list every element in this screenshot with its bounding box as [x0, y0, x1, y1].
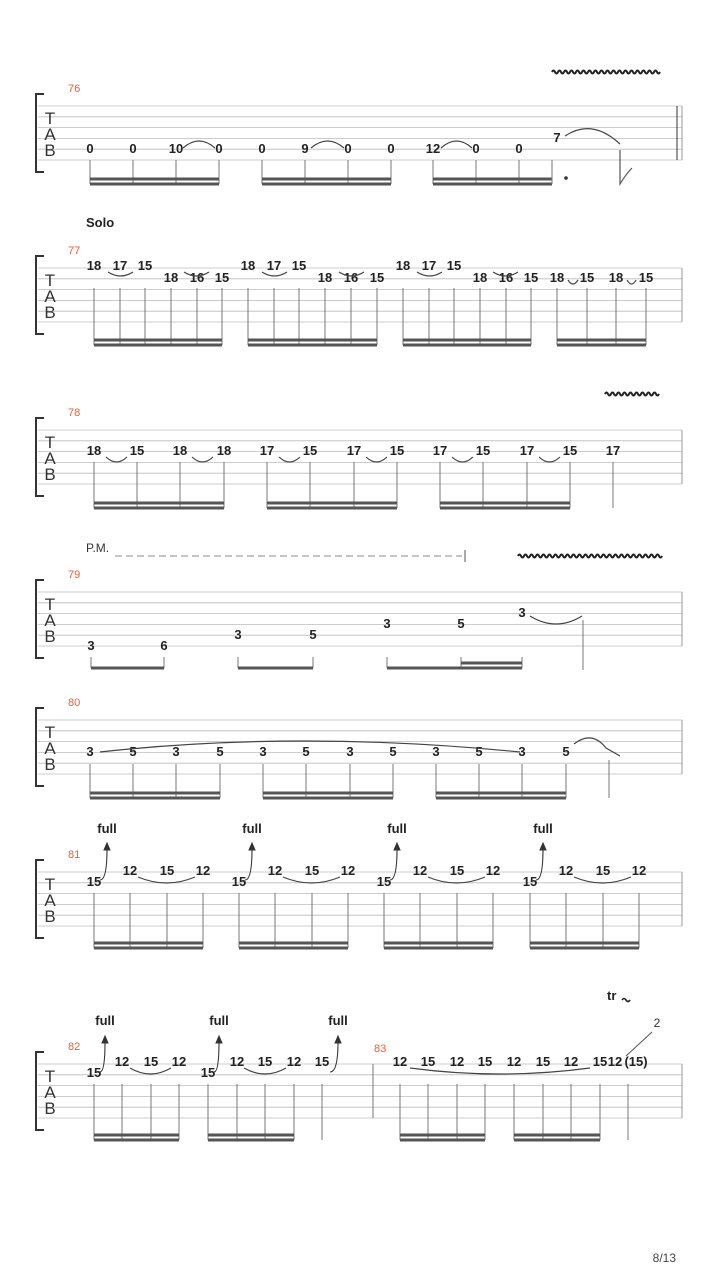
m83-note: 12: [449, 1054, 465, 1069]
measure-number: 76: [68, 83, 81, 95]
m77-note: 16: [189, 270, 205, 285]
m81-note: 12: [485, 863, 501, 878]
slur: [311, 141, 344, 148]
m78-note: 17: [432, 443, 448, 458]
m76-note: 7: [553, 130, 561, 145]
vibrato-wavy-line: [518, 555, 662, 558]
slur: [452, 457, 473, 462]
m77-note: 18: [163, 270, 179, 285]
tab-clef-t: T: [44, 595, 56, 614]
m78-note: 17: [605, 443, 621, 458]
tab-clef-t: T: [44, 271, 56, 290]
measure-number: 82: [68, 1041, 81, 1053]
page-indicator: 8/13: [652, 1251, 676, 1265]
m79-note: 6: [160, 638, 168, 653]
tab-clef-t: T: [44, 723, 56, 742]
slur: [568, 280, 578, 284]
m81-note: 15: [304, 863, 320, 878]
m76-note: 0: [86, 141, 94, 156]
vibrato-wavy-line: [552, 71, 660, 74]
m78-note: 18: [86, 443, 102, 458]
legato-slur: [100, 741, 520, 752]
m83-note: 12: [392, 1054, 408, 1069]
m81-note: 15: [159, 863, 175, 878]
m78-note: 17: [346, 443, 362, 458]
m80-note: 5: [216, 744, 224, 759]
m76-note: 0: [215, 141, 223, 156]
m77-note: 15: [291, 258, 307, 273]
m76-note: 12: [425, 141, 441, 156]
m82-note: 12: [114, 1054, 130, 1069]
tab-clef-b: B: [44, 303, 56, 322]
m82-note: 15: [200, 1065, 216, 1080]
m78-note: 15: [562, 443, 578, 458]
m78-note: 18: [216, 443, 232, 458]
m77-note: 15: [523, 270, 539, 285]
m81-note: 12: [558, 863, 574, 878]
m83-note: 12: [506, 1054, 522, 1069]
measure-number: 77: [68, 245, 81, 257]
tab-clef-b: B: [44, 465, 56, 484]
m81-note: 15: [231, 874, 247, 889]
bend-label-full: full: [242, 821, 262, 836]
m77-note: 16: [498, 270, 514, 285]
vibrato-wavy-line: [605, 393, 659, 396]
m77-note: 18: [472, 270, 488, 285]
m80-note: 5: [302, 744, 310, 759]
tab-clef-b: B: [44, 141, 56, 160]
m81-note: 15: [86, 874, 102, 889]
m79-note: 3: [234, 627, 242, 642]
m82-note: 12: [229, 1054, 245, 1069]
tab-clef-a: A: [44, 125, 56, 144]
m81-note: 15: [595, 863, 611, 878]
measure-number: 79: [68, 569, 81, 581]
bend-label-full: full: [328, 1013, 348, 1028]
slur-tie: [530, 616, 582, 624]
slur: [183, 141, 215, 148]
m80-note: 3: [259, 744, 267, 759]
m77-note: 18: [317, 270, 333, 285]
tab-clef-b: B: [44, 755, 56, 774]
bend-label-full: full: [387, 821, 407, 836]
m77-note: 17: [266, 258, 282, 273]
m77-note: 18: [549, 270, 565, 285]
m78-note: 17: [259, 443, 275, 458]
m78-note: 18: [172, 443, 188, 458]
tab-clef-t: T: [44, 433, 56, 452]
tab-clef-a: A: [44, 739, 56, 758]
slur: [192, 457, 213, 462]
m81-note: 15: [449, 863, 465, 878]
m80-note: 3: [172, 744, 180, 759]
m81-note: 12: [195, 863, 211, 878]
m83-note: 12: [563, 1054, 579, 1069]
tab-clef-t: T: [44, 875, 56, 894]
m80-note: 5: [562, 744, 570, 759]
m76-note: 0: [344, 141, 352, 156]
m77-note: 18: [395, 258, 411, 273]
m77-note: 15: [214, 270, 230, 285]
measure-number: 78: [68, 407, 81, 419]
slur: [366, 457, 387, 462]
m77-note: 18: [608, 270, 624, 285]
m79-note: 3: [518, 605, 526, 620]
slur: [441, 141, 472, 148]
slur: [106, 457, 127, 462]
bend-arrow-head: [540, 843, 546, 850]
bend-arrow-head: [335, 1036, 341, 1043]
m82-note: 15: [86, 1065, 102, 1080]
m77-note: 15: [579, 270, 595, 285]
m81-note: 15: [522, 874, 538, 889]
tab-clef-b: B: [44, 1099, 56, 1118]
m76-note: 9: [301, 141, 309, 156]
palm-mute-label: P.M.: [86, 541, 110, 555]
trill-interval: 2: [653, 1016, 661, 1030]
m78-note: 15: [302, 443, 318, 458]
m79-note: 5: [309, 627, 317, 642]
bend-arrow-head: [216, 1036, 222, 1043]
m77-note: 15: [369, 270, 385, 285]
bend-arrow-head: [249, 843, 255, 850]
m77-note: 15: [638, 270, 654, 285]
slur: [627, 280, 636, 284]
m82-note: 15: [314, 1054, 330, 1069]
m77-note: 16: [343, 270, 359, 285]
tab-clef-b: B: [44, 627, 56, 646]
m81-note: 12: [412, 863, 428, 878]
m76-note: 0: [472, 141, 480, 156]
slur-tie: [565, 129, 620, 144]
m82-note: 12: [171, 1054, 187, 1069]
m80-note: 5: [475, 744, 483, 759]
trill-wavy: [622, 999, 630, 1002]
m81-note: 12: [267, 863, 283, 878]
tab-clef-b: B: [44, 907, 56, 926]
tab-clef-a: A: [44, 891, 56, 910]
tab-clef-t: T: [44, 1067, 56, 1086]
eighth-note-flag: [620, 150, 632, 184]
m81-note: 12: [631, 863, 647, 878]
tab-clef-t: T: [44, 109, 56, 128]
trill-marker: tr: [607, 988, 617, 1003]
m81-note: 12: [122, 863, 138, 878]
m76-note: 0: [258, 141, 266, 156]
m77-note: 18: [86, 258, 102, 273]
m76-note: 0: [387, 141, 395, 156]
bend-arrow-head: [104, 843, 110, 850]
m82-note: 15: [257, 1054, 273, 1069]
m76-note: 0: [515, 141, 523, 156]
m81-note: 15: [376, 874, 392, 889]
tab-clef-a: A: [44, 611, 56, 630]
m77-note: 15: [137, 258, 153, 273]
m78-note: 15: [129, 443, 145, 458]
m83-note: 15: [535, 1054, 551, 1069]
m77-note: 18: [240, 258, 256, 273]
tab-clef-a: A: [44, 287, 56, 306]
m83-note: 15: [420, 1054, 436, 1069]
m83-note: 12: [607, 1054, 623, 1069]
bend-arrow: [330, 1042, 338, 1072]
m79-note: 3: [383, 616, 391, 631]
bend-label-full: full: [533, 821, 553, 836]
m77-note: 15: [446, 258, 462, 273]
m79-note: 5: [457, 616, 465, 631]
m83-note: (15): [624, 1054, 648, 1069]
m80-note: 3: [86, 744, 94, 759]
m82-note: 12: [286, 1054, 302, 1069]
section-label-solo: Solo: [86, 215, 115, 230]
slur: [539, 457, 560, 462]
bend-arrow-head: [102, 1036, 108, 1043]
bend-label-full: full: [95, 1013, 115, 1028]
m79-note: 3: [87, 638, 95, 653]
m77-note: 17: [112, 258, 128, 273]
m80-note: 3: [518, 744, 526, 759]
m78-note: 15: [475, 443, 491, 458]
m77-note: 17: [421, 258, 437, 273]
m78-note: 17: [519, 443, 535, 458]
m80-note: 5: [389, 744, 397, 759]
bend-label-full: full: [209, 1013, 229, 1028]
m76-note: 10: [168, 141, 184, 156]
m83-note: 15: [592, 1054, 608, 1069]
m80-note: 3: [432, 744, 440, 759]
trill-interval-leader: [626, 1032, 652, 1056]
slur: [279, 457, 300, 462]
bend-arrow-head: [394, 843, 400, 850]
m80-note: 5: [129, 744, 137, 759]
tab-clef-a: A: [44, 1083, 56, 1102]
m82-note: 15: [143, 1054, 159, 1069]
slide-slur: [574, 738, 620, 756]
m76-note: 0: [129, 141, 137, 156]
measure-number: 81: [68, 849, 81, 861]
m81-note: 12: [340, 863, 356, 878]
m78-note: 15: [389, 443, 405, 458]
bend-label-full: full: [97, 821, 117, 836]
measure-number: 80: [68, 697, 81, 709]
tab-clef-a: A: [44, 449, 56, 468]
measure-number: 83: [374, 1043, 387, 1055]
m80-note: 3: [346, 744, 354, 759]
m83-note: 15: [477, 1054, 493, 1069]
dotted-note: [564, 176, 568, 180]
